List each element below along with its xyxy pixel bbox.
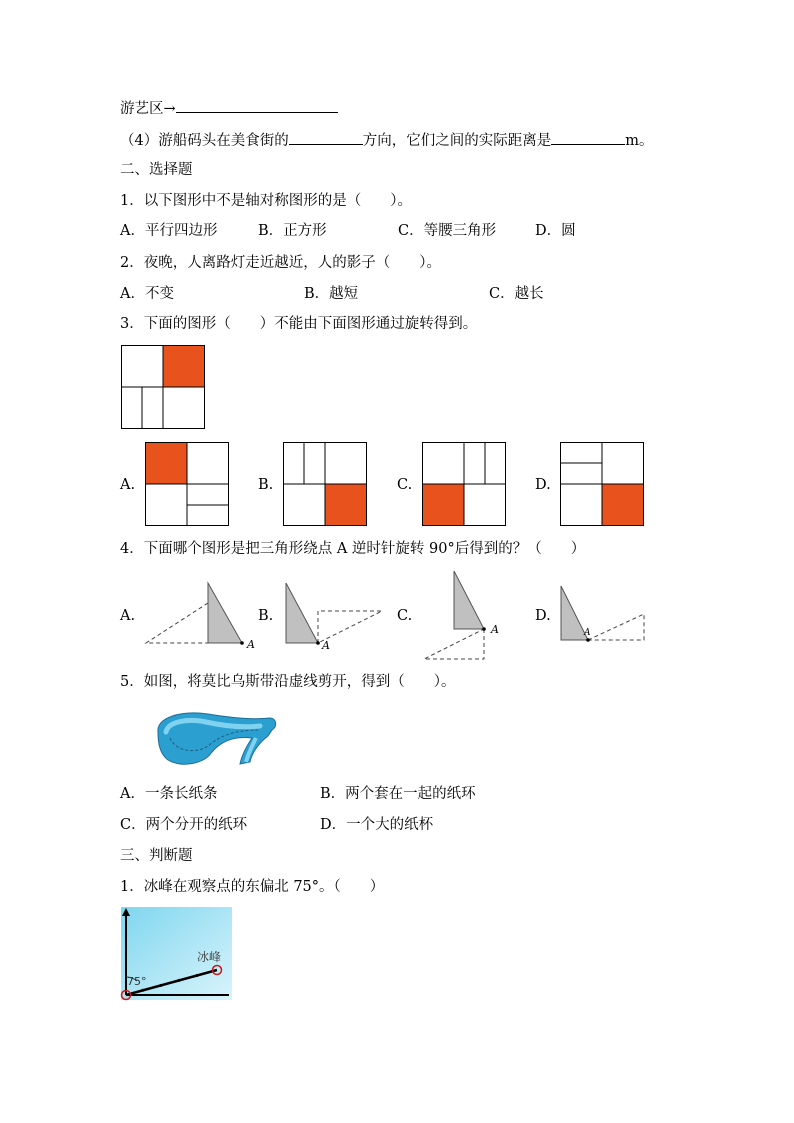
choice-option-2c[interactable]: C．越长	[489, 286, 544, 302]
answer-line-youyiqu	[120, 98, 338, 119]
angle-label: 75°	[127, 975, 147, 988]
mobius-strip-image	[152, 708, 280, 770]
point-a-label: A	[491, 623, 499, 636]
q3-option-c-label[interactable]: C.	[397, 477, 413, 493]
question-4-text	[120, 130, 653, 151]
q3-option-d-label[interactable]: D.	[535, 477, 551, 493]
q4-option-c-label[interactable]: C.	[397, 608, 413, 624]
question-text-part: （4）游船码头在美食街的	[120, 133, 289, 149]
choice-option-2b[interactable]: B．越短	[304, 286, 359, 302]
q3-option-d-figure[interactable]	[560, 442, 644, 526]
section-heading-judge: 三、判断题	[120, 848, 193, 864]
point-a-label: A	[247, 638, 255, 651]
choice-option-1a[interactable]: A．平行四边形	[120, 223, 218, 239]
question-text-part: m。	[625, 133, 654, 149]
q3-option-a-figure[interactable]	[145, 442, 229, 526]
q4-option-d-label[interactable]: D.	[535, 608, 551, 624]
target-label: 冰峰	[197, 950, 222, 964]
choice-option-5a[interactable]: A．一条长纸条	[120, 786, 218, 802]
point-a-label: A	[322, 639, 330, 652]
reference-square-figure	[121, 345, 205, 429]
line-prefix: 游艺区→	[120, 101, 176, 117]
q4-option-d-figure[interactable]	[558, 582, 658, 647]
point-a-label: A	[584, 628, 591, 638]
choice-question-5: 5．如图，将莫比乌斯带沿虚线剪开，得到（ ）。	[120, 674, 456, 690]
q4-option-a-label[interactable]: A.	[120, 608, 136, 624]
choice-option-5c[interactable]: C．两个分开的纸环	[120, 817, 248, 833]
choice-option-5b[interactable]: B．两个套在一起的纸环	[320, 786, 476, 802]
direction-figure	[121, 907, 232, 1000]
distance-blank[interactable]	[551, 130, 625, 145]
choice-question-1: 1．以下图形中不是轴对称图形的是（ ）。	[120, 193, 412, 209]
choice-option-5d[interactable]: D．一个大的纸杯	[320, 817, 434, 833]
q3-option-c-figure[interactable]	[422, 442, 506, 526]
choice-question-3: 3．下面的图形（ ）不能由下面图形通过旋转得到。	[120, 316, 478, 332]
judge-question-1: 1．冰峰在观察点的东偏北 75°。（ ）	[120, 879, 385, 895]
question-text-part: 方向，它们之间的实际距离是	[362, 133, 552, 149]
choice-option-2a[interactable]: A．不变	[120, 286, 174, 302]
answer-blank[interactable]	[176, 98, 338, 113]
q3-option-b-figure[interactable]	[283, 442, 367, 526]
choice-option-1c[interactable]: C．等腰三角形	[398, 223, 497, 239]
choice-option-1d[interactable]: D．圆	[535, 223, 576, 239]
q3-option-b-label[interactable]: B.	[258, 477, 274, 493]
direction-blank[interactable]	[289, 130, 363, 145]
q3-option-a-label[interactable]: A.	[120, 477, 136, 493]
q4-option-c-figure[interactable]	[420, 565, 520, 665]
q4-option-b-figure[interactable]	[280, 575, 400, 650]
orange-square	[163, 345, 205, 387]
q4-option-b-label[interactable]: B.	[258, 608, 274, 624]
choice-question-2: 2．夜晚，人离路灯走近越近，人的影子（ ）。	[120, 255, 441, 271]
section-heading-choice: 二、选择题	[120, 162, 193, 178]
q4-option-a-figure[interactable]	[140, 575, 260, 650]
choice-question-4: 4．下面哪个图形是把三角形绕点 A 逆时针旋转 90°后得到的？（ ）	[120, 541, 586, 557]
choice-option-1b[interactable]: B．正方形	[258, 223, 327, 239]
